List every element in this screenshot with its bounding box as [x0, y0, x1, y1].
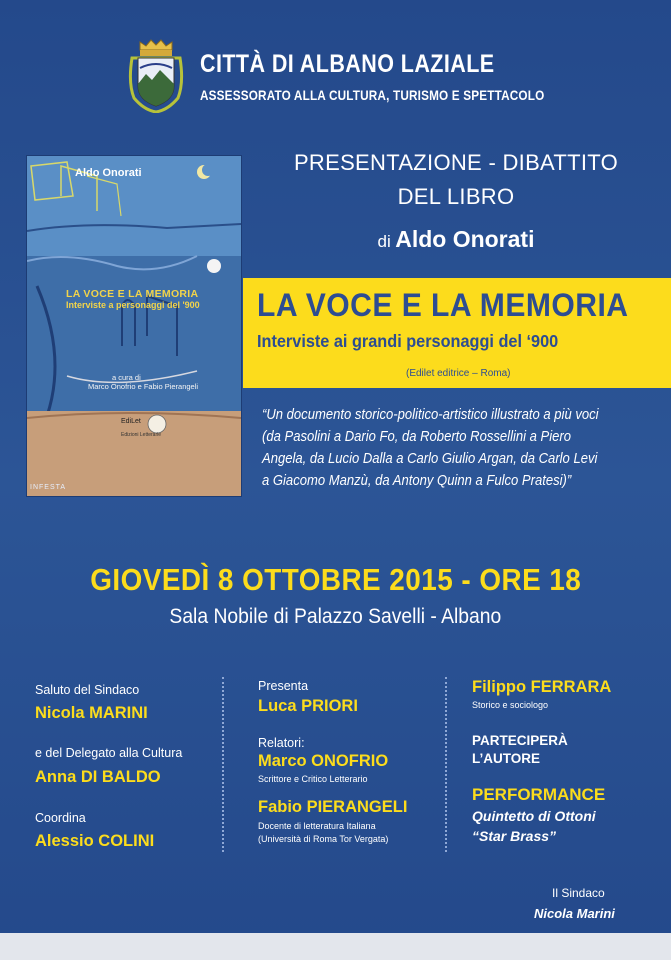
column-divider — [222, 677, 224, 852]
ensemble-name: Quintetto di Ottoni — [472, 808, 596, 824]
book-cover-artwork — [27, 156, 241, 496]
speaker1-role: Scrittore e Critico Letterario — [258, 774, 368, 784]
cover-stamp: INFESTA — [30, 484, 67, 491]
speaker1-name: Marco ONOFRIO — [258, 752, 389, 770]
cover-publisher-logo: EdiLet — [121, 418, 141, 425]
event-date-text: GIOVEDÌ 8 OTTOBRE 2015 - ORE 18 — [89, 562, 581, 597]
speaker2-affiliation: (Università di Roma Tor Vergata) — [258, 834, 389, 844]
author-participation: PARTECIPERÀ — [472, 733, 568, 748]
column-divider — [445, 677, 447, 852]
presentation-di: di — [377, 232, 391, 251]
quote-line: (da Pasolini a Dario Fo, da Roberto Rossellini a Piero — [262, 429, 572, 445]
presentation-heading: PRESENTAZIONE - DIBATTITO — [293, 150, 619, 175]
quote-line: a Giacomo Manzù, da Antony Quinn a Fulco Pratesi)” — [262, 473, 572, 489]
speakers-label: Relatori: — [258, 736, 305, 750]
book-publisher: (Edilet editrice – Roma) — [406, 368, 511, 379]
speaker2-role: Docente di letteratura Italiana — [258, 821, 376, 831]
signature-role: Il Sindaco — [552, 886, 605, 900]
cover-edited-by: a cura di — [112, 373, 141, 382]
delegate-label: e del Delegato alla Cultura — [35, 746, 183, 760]
cover-subtitle: Interviste a personaggi del '900 — [66, 300, 200, 310]
book-cover-image — [26, 155, 242, 497]
cover-author: Aldo Onorati — [75, 167, 142, 179]
signature-name: Nicola Marini — [534, 906, 615, 921]
quote-line: Angela, da Lucio Dalla a Carlo Giulio Argan, da Carlo Levi — [262, 451, 598, 467]
performance-heading: PERFORMANCE — [472, 785, 606, 804]
event-date — [0, 562, 671, 598]
event-venue — [0, 605, 671, 629]
author-participation-2: L’AUTORE — [472, 751, 541, 766]
book-quote — [262, 404, 671, 492]
guest-name: Filippo FERRARA — [472, 678, 612, 696]
speaker2-name: Fabio PIERANGELI — [258, 798, 408, 816]
presentation-author: Aldo Onorati — [395, 226, 535, 252]
greeting-label: Saluto del Sindaco — [35, 683, 140, 697]
presenter-name: Luca PRIORI — [258, 697, 358, 715]
department-subtitle: ASSESSORATO ALLA CULTURA, TURISMO E SPETTACOLO — [200, 87, 545, 103]
city-title: CITTÀ DI ALBANO LAZIALE — [200, 50, 495, 78]
cover-editors: Marco Onofrio e Fabio Pierangeli — [88, 382, 199, 391]
delegate-name: Anna DI BALDO — [35, 768, 161, 786]
ensemble-title: “Star Brass” — [472, 828, 557, 844]
quote-line: “Un documento storico-politico-artistico illustrato a più voci — [262, 407, 599, 423]
cover-title: LA VOCE E LA MEMORIA — [66, 288, 199, 300]
guest-role: Storico e sociologo — [472, 700, 549, 710]
coordinator-label: Coordina — [35, 811, 86, 825]
presentation-heading-2: DEL LIBRO — [397, 184, 515, 209]
book-subtitle: Interviste ai grandi personaggi del ‘900 — [257, 331, 559, 351]
coordinator-name: Alessio COLINI — [35, 832, 155, 850]
city-crest-icon — [126, 38, 186, 113]
presentation-author-line — [256, 226, 656, 253]
presenter-label: Presenta — [258, 679, 309, 693]
event-venue-text: Sala Nobile di Palazzo Savelli - Albano — [169, 605, 502, 628]
book-title: LA VOCE E LA MEMORIA — [257, 287, 629, 323]
cover-publisher-sub: Edizioni Letterarie — [121, 432, 162, 438]
bottom-bar — [0, 933, 671, 960]
mayor-name: Nicola MARINI — [35, 704, 148, 722]
